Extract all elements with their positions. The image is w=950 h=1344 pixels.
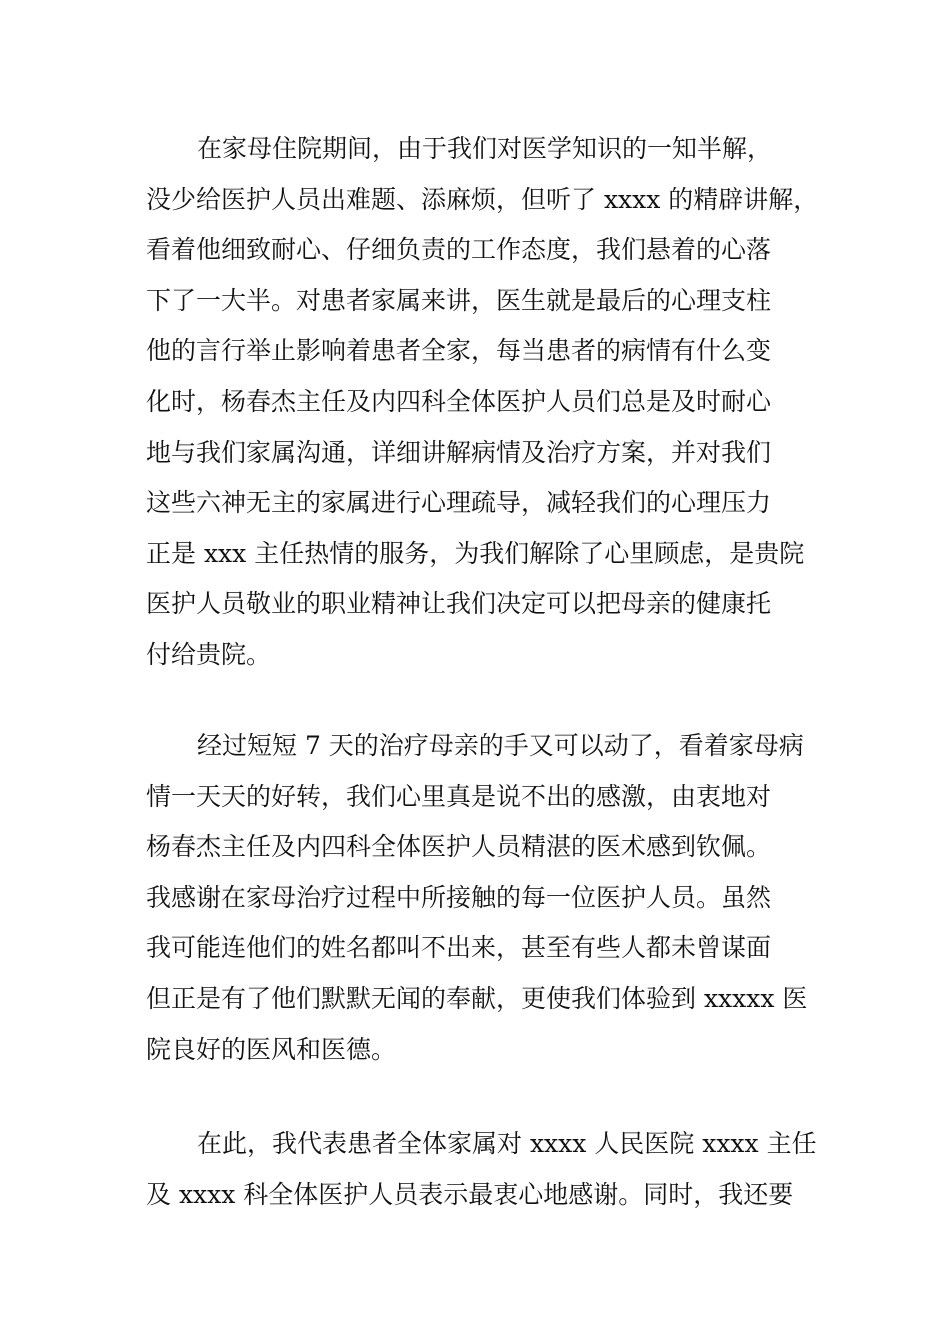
text-line: 及 xxxx 科全体医护人员表示最衷心地感谢。同时，我还要 (146, 1179, 794, 1209)
text-line: 我感谢在家母治疗过程中所接触的每一位医护人员。虽然 (146, 882, 772, 912)
text-line: 医护人员敬业的职业精神让我们决定可以把母亲的健康托 (146, 589, 772, 619)
text-line: 付给贵院。 (146, 639, 272, 669)
text-line: 在家母住院期间，由于我们对医学知识的一知半解， (197, 134, 773, 163)
text-line: 下了一大半。对患者家属来讲，医生就是最后的心理支柱 (146, 285, 772, 315)
text-line: 这些六神无主的家属进行心理疏导，减轻我们的心理压力 (146, 488, 772, 518)
text-line: 他的言行举止影响着患者全家，每当患者的病情有什么变 (146, 336, 772, 366)
text-line: 地与我们家属沟通，详细讲解病情及治疗方案，并对我们 (146, 437, 772, 467)
paragraph-2 (146, 721, 826, 1075)
text-line: 杨春杰主任及内四科全体医护人员精湛的医术感到钦佩。 (146, 832, 772, 862)
text-line: 看着他细致耐心、仔细负责的工作态度，我们悬着的心落 (146, 235, 772, 265)
text-line: 没少给医护人员出难题、添麻烦，但听了 xxxx 的精辟讲解， (146, 184, 819, 214)
text-line: 院良好的医风和医德。 (146, 1034, 397, 1064)
text-line: 经过短短 7 天的治疗母亲的手又可以动了，看着家母病 (197, 731, 804, 760)
text-line: 但正是有了他们默默无闻的奉献，更使我们体验到 xxxxx 医 (146, 983, 808, 1013)
paragraph-3 (146, 1119, 826, 1220)
text-line: 在此，我代表患者全体家属对 xxxx 人民医院 xxxx 主任 (197, 1129, 817, 1158)
text-line: 情一天天的好转，我们心里真是说不出的感激，由衷地对 (146, 781, 772, 811)
text-line: 化时，杨春杰主任及内四科全体医护人员们总是及时耐心 (146, 386, 772, 416)
text-line: 我可能连他们的姓名都叫不出来，甚至有些人都未曾谋面 (146, 933, 772, 963)
paragraph-1 (146, 124, 826, 681)
text-line: 正是 xxx 主任热情的服务，为我们解除了心里顾虑，是贵院 (146, 538, 805, 568)
